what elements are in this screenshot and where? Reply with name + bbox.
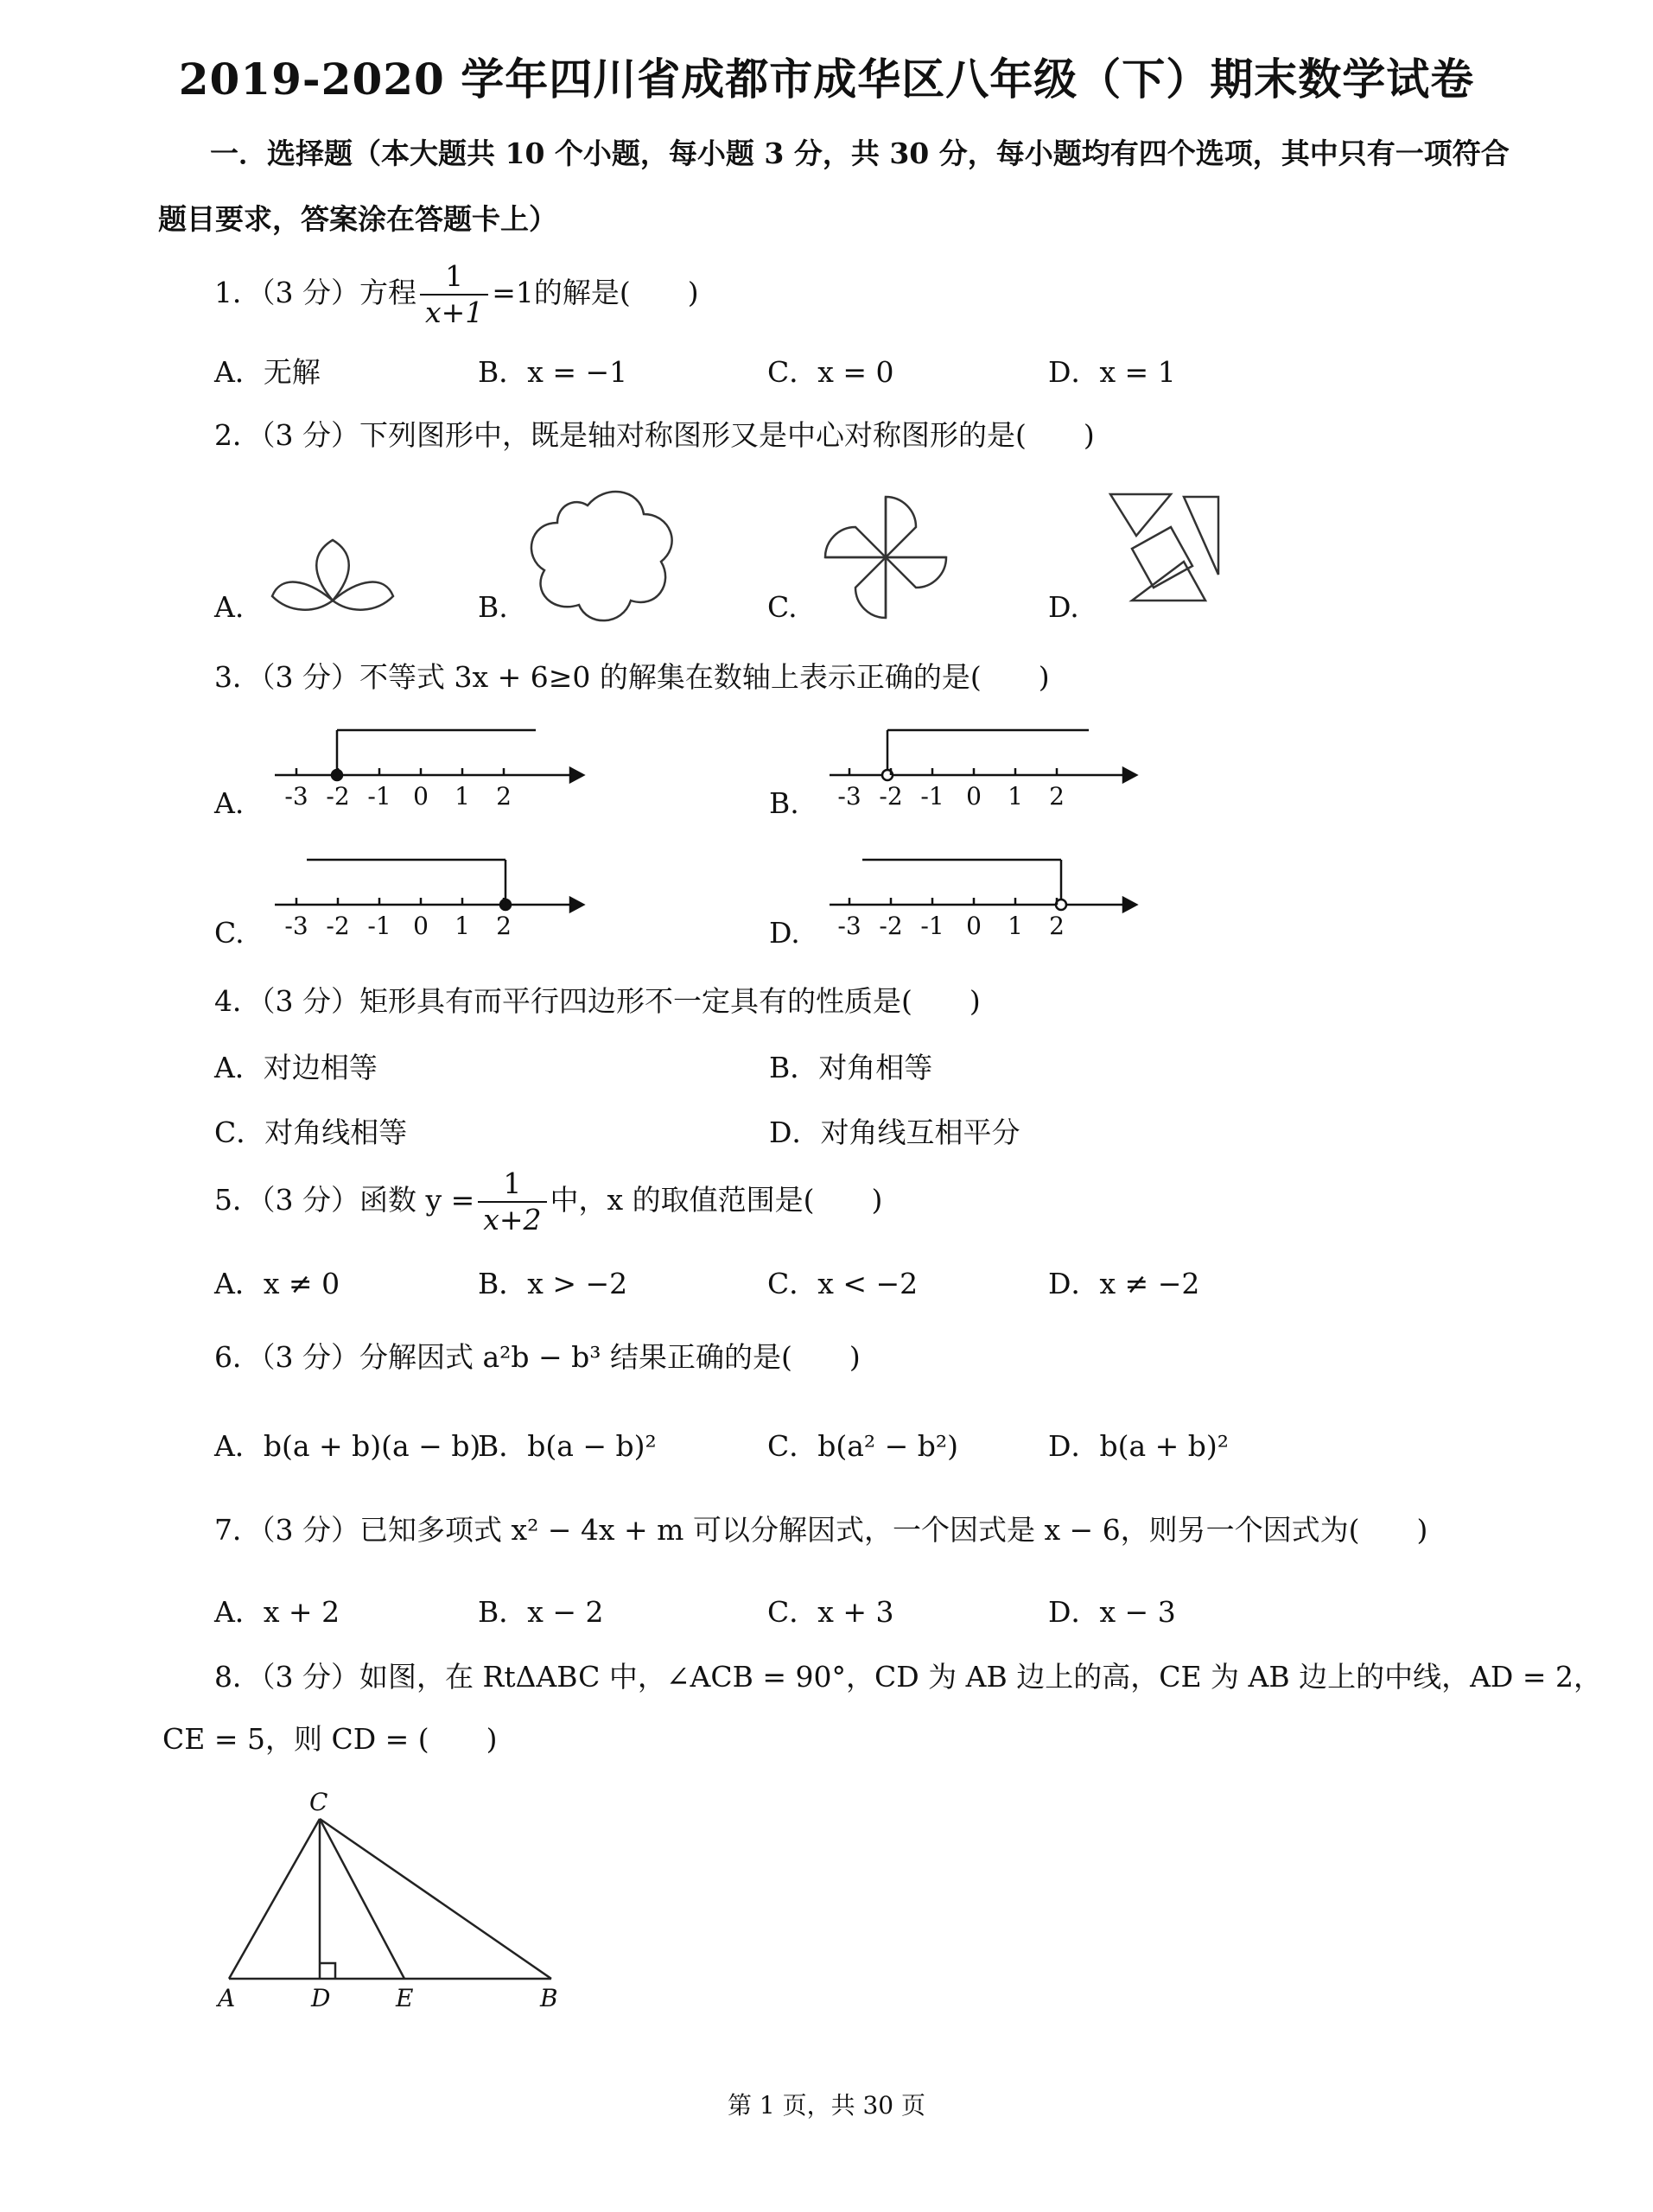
question-7-option-d[interactable]: D．x − 3 [1048,1595,1176,1629]
vertex-label-b: B [540,1984,558,2012]
question-4-option-b[interactable]: B．对角相等 [769,1051,933,1084]
number-line-c [275,860,583,912]
fraction-denominator: x+2 [483,1203,542,1236]
vertex-label-a: A [218,1984,236,2012]
question-1-prefix: 1．（3 分）方程 [214,276,416,309]
question-1-suffix: =1的解是( ) [492,276,699,309]
question-6-option-a[interactable]: A．b(a + b)(a − b) [214,1429,481,1463]
question-3-option-a[interactable]: A. [214,786,245,820]
fraction-numerator: 1 [420,259,488,296]
question-2-option-a[interactable]: A. [214,590,245,624]
question-3-option-c[interactable]: C. [214,916,245,950]
fraction-denominator: x+1 [424,296,484,329]
page-footer: 第 1 页，共 30 页 [727,2091,926,2120]
question-7: 7．（3 分）已知多项式 x² − 4x + m 可以分解因式，一个因式是 x − 6，则另一个因式为( ) [214,1513,1428,1547]
question-4-option-c[interactable]: C．对角线相等 [214,1116,408,1149]
number-line-tick-label: 1 [455,782,470,810]
number-line-tick-label: 0 [413,782,429,810]
vertex-label-c: C [309,1788,328,1816]
question-5-fraction [478,1166,546,1237]
number-line-tick-label: -2 [879,782,903,810]
number-line-tick-label: -2 [879,912,903,940]
number-line-tick-label: -1 [367,912,391,940]
question-8-line1: 8．（3 分）如图，在 RtΔABC 中，∠ACB = 90°，CD 为 AB 边上的高，CE 为 AB 边上的中线，AD = 2， [214,1660,1603,1694]
question-5-option-a[interactable]: A．x ≠ 0 [214,1267,340,1300]
question-6-option-c[interactable]: C．b(a² − b²) [767,1429,959,1463]
number-line-tick-label: 1 [1008,912,1023,940]
question-8-line2: CE = 5，则 CD = ( ) [162,1722,498,1756]
page-title: 2019-2020 学年四川省成都市成华区八年级（下）期末数学试卷 [178,54,1475,105]
question-2-option-d[interactable]: D. [1048,590,1079,624]
question-1-option-a[interactable]: A．无解 [214,355,321,389]
number-line-tick-label: -3 [837,912,861,940]
number-line-tick-label: 2 [496,912,512,940]
number-line-tick-label: -3 [284,912,308,940]
question-6-option-d[interactable]: D．b(a + b)² [1048,1429,1229,1463]
question-4-option-a[interactable]: A．对边相等 [214,1051,378,1084]
number-line-tick-label: -2 [326,912,350,940]
number-line-d [830,860,1136,912]
number-line-tick-label: 2 [1049,912,1065,940]
number-line-tick-label: -1 [920,912,944,940]
number-line-tick-label: -3 [837,782,861,810]
vertex-label-d: D [311,1984,331,2012]
number-line-tick-label: -2 [326,782,350,810]
question-3: 3．（3 分）不等式 3x + 6≥0 的解集在数轴上表示正确的是( ) [214,660,1050,694]
question-7-option-c[interactable]: C．x + 3 [767,1595,894,1629]
number-line-tick-label: 2 [496,782,512,810]
section-heading-line1: 一．选择题（本大题共 10 个小题，每小题 3 分，共 30 分，每小题均有四个选项，其中只有一项符合 [210,137,1510,170]
number-line-tick-label: 0 [966,912,982,940]
question-5-prefix: 5．（3 分）函数 y = [214,1183,475,1217]
question-5-option-c[interactable]: C．x < −2 [767,1267,919,1300]
question-6-option-b[interactable]: B．b(a − b)² [478,1429,657,1463]
number-line-tick-label: 1 [455,912,470,940]
question-1-option-c[interactable]: C．x = 0 [767,355,894,389]
number-line-tick-label: -1 [367,782,391,810]
number-line-tick-label: -3 [284,782,308,810]
question-2-option-b[interactable]: B. [478,590,508,624]
triangle-figure [199,1780,596,2022]
question-5-suffix: 中，x 的取值范围是( ) [550,1183,883,1217]
section-heading-line2: 题目要求，答案涂在答题卡上） [158,202,557,236]
number-line-tick-label: 1 [1008,782,1023,810]
question-5-option-d[interactable]: D．x ≠ −2 [1048,1267,1200,1300]
question-4: 4．（3 分）矩形具有而平行四边形不一定具有的性质是( ) [214,984,981,1018]
question-1-option-b[interactable]: B．x = −1 [478,355,628,389]
question-6: 6．（3 分）分解因式 a²b − b³ 结果正确的是( ) [214,1340,861,1374]
question-5 [214,1166,882,1237]
question-4-option-d[interactable]: D．对角线互相平分 [769,1116,1020,1149]
vertex-label-e: E [396,1984,414,2012]
question-7-option-a[interactable]: A．x + 2 [214,1595,340,1629]
question-5-option-b[interactable]: B．x > −2 [478,1267,628,1300]
number-line-tick-label: -1 [920,782,944,810]
number-line-tick-label: 0 [966,782,982,810]
closed-dot [500,899,511,910]
number-line-b [830,730,1136,782]
number-line-a [275,730,583,782]
number-line-tick-label: 0 [413,912,429,940]
question-7-option-b[interactable]: B．x − 2 [478,1595,604,1629]
fraction-numerator: 1 [478,1166,546,1203]
question-3-option-b[interactable]: B. [769,786,799,820]
question-1-option-d[interactable]: D．x = 1 [1048,355,1176,389]
question-2: 2．（3 分）下列图形中，既是轴对称图形又是中心对称图形的是( ) [214,418,1095,452]
question-2-option-c[interactable]: C. [767,590,798,624]
question-3-option-d[interactable]: D. [769,916,800,950]
number-line-tick-label: 2 [1049,782,1065,810]
